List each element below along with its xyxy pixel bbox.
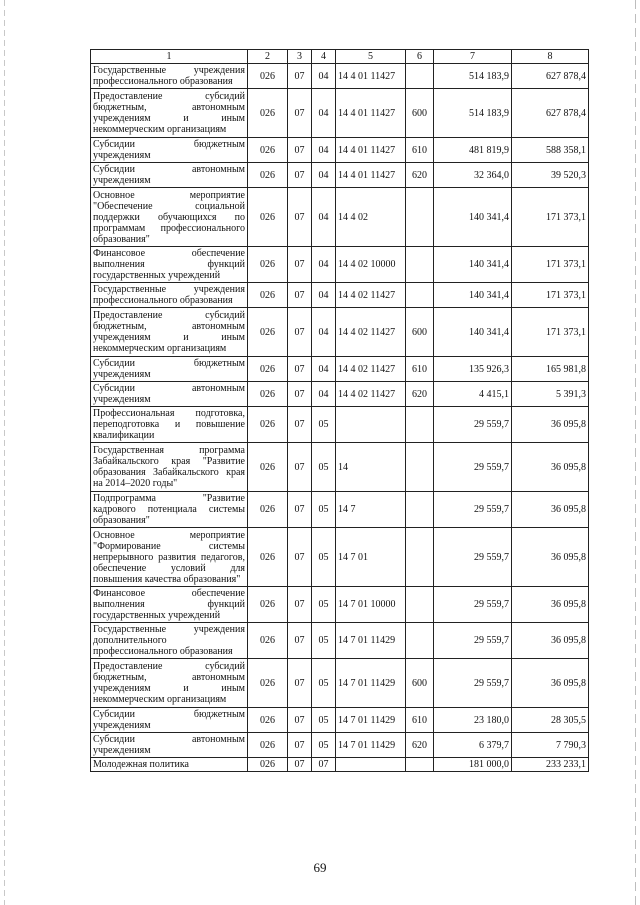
subsection-code: 04 (312, 283, 336, 308)
subsection-code: 04 (312, 163, 336, 188)
table-row (91, 89, 589, 138)
target-article: 14 7 01 11429 (336, 659, 406, 708)
row-description: Субсидии бюджетным учреждениям (91, 708, 248, 733)
amount-col7: 4 415,1 (434, 382, 512, 407)
amount-col8: 36 095,8 (512, 492, 589, 528)
admin-code: 026 (248, 587, 288, 623)
target-article: 14 4 02 (336, 188, 406, 247)
expense-type: 620 (406, 382, 434, 407)
admin-code: 026 (248, 733, 288, 758)
admin-code: 026 (248, 382, 288, 407)
section-code: 07 (288, 623, 312, 659)
table-row (91, 623, 589, 659)
row-description: Основное мероприятие "Обеспечение социальной поддержки обучающихся по программам профессионального образования" (91, 188, 248, 247)
section-code: 07 (288, 758, 312, 772)
target-article (336, 758, 406, 772)
expense-type (406, 528, 434, 587)
admin-code: 026 (248, 308, 288, 357)
amount-col8: 171 373,1 (512, 247, 589, 283)
amount-col7: 29 559,7 (434, 443, 512, 492)
expense-type: 610 (406, 357, 434, 382)
page-number: 69 (313, 860, 327, 875)
row-description: Предоставление субсидий бюджетным, автономным учреждениям и иным некоммерческим организациям (91, 308, 248, 357)
scan-edge-right (635, 0, 636, 905)
expense-type: 620 (406, 733, 434, 758)
expense-type: 600 (406, 89, 434, 138)
section-code: 07 (288, 733, 312, 758)
amount-col8: 171 373,1 (512, 188, 589, 247)
subsection-code: 04 (312, 382, 336, 407)
amount-col7: 23 180,0 (434, 708, 512, 733)
expense-type (406, 283, 434, 308)
amount-col8: 36 095,8 (512, 407, 589, 443)
subsection-code: 05 (312, 587, 336, 623)
section-code: 07 (288, 138, 312, 163)
section-code: 07 (288, 89, 312, 138)
amount-col8: 165 981,8 (512, 357, 589, 382)
subsection-code: 05 (312, 407, 336, 443)
amount-col7: 514 183,9 (434, 89, 512, 138)
table-row (91, 382, 589, 407)
amount-col8: 7 790,3 (512, 733, 589, 758)
amount-col7: 481 819,9 (434, 138, 512, 163)
expense-type: 600 (406, 659, 434, 708)
subsection-code: 07 (312, 758, 336, 772)
amount-col7: 29 559,7 (434, 407, 512, 443)
section-code: 07 (288, 283, 312, 308)
table-row (91, 247, 589, 283)
table-row (91, 188, 589, 247)
column-header: 4 (312, 50, 336, 64)
section-code: 07 (288, 528, 312, 587)
amount-col8: 588 358,1 (512, 138, 589, 163)
target-article: 14 4 02 11427 (336, 382, 406, 407)
amount-col8: 39 520,3 (512, 163, 589, 188)
admin-code: 026 (248, 659, 288, 708)
target-article: 14 7 01 10000 (336, 587, 406, 623)
amount-col7: 140 341,4 (434, 283, 512, 308)
admin-code: 026 (248, 357, 288, 382)
amount-col8: 36 095,8 (512, 528, 589, 587)
subsection-code: 05 (312, 733, 336, 758)
row-description: Основное мероприятие "Формирование системы непрерывного развития педагогов, обеспечение условий для повышения качества образования" (91, 528, 248, 587)
target-article: 14 4 01 11427 (336, 64, 406, 89)
row-description: Профессиональная подготовка, переподготовка и повышение квалификации (91, 407, 248, 443)
admin-code: 026 (248, 64, 288, 89)
row-description: Государственные учреждения профессионального образования (91, 64, 248, 89)
subsection-code: 04 (312, 89, 336, 138)
row-description: Предоставление субсидий бюджетным, автономным учреждениям и иным некоммерческим организациям (91, 659, 248, 708)
target-article: 14 4 01 11427 (336, 89, 406, 138)
amount-col7: 140 341,4 (434, 188, 512, 247)
expense-type (406, 64, 434, 89)
table-row (91, 708, 589, 733)
amount-col8: 36 095,8 (512, 587, 589, 623)
column-header: 3 (288, 50, 312, 64)
admin-code: 026 (248, 89, 288, 138)
amount-col8: 627 878,4 (512, 64, 589, 89)
table-row (91, 492, 589, 528)
subsection-code: 04 (312, 308, 336, 357)
subsection-code: 04 (312, 247, 336, 283)
table-row (91, 138, 589, 163)
subsection-code: 05 (312, 708, 336, 733)
table-row (91, 443, 589, 492)
section-code: 07 (288, 587, 312, 623)
target-article (336, 407, 406, 443)
row-description: Финансовое обеспечение выполнения функций государственных учреждений (91, 247, 248, 283)
target-article: 14 7 01 11429 (336, 708, 406, 733)
admin-code: 026 (248, 443, 288, 492)
expense-type: 610 (406, 138, 434, 163)
admin-code: 026 (248, 163, 288, 188)
table-row (91, 407, 589, 443)
section-code: 07 (288, 188, 312, 247)
table-row (91, 163, 589, 188)
table-row (91, 528, 589, 587)
subsection-code: 05 (312, 528, 336, 587)
table-row (91, 758, 589, 772)
section-code: 07 (288, 308, 312, 357)
subsection-code: 04 (312, 357, 336, 382)
subsection-code: 05 (312, 659, 336, 708)
amount-col8: 627 878,4 (512, 89, 589, 138)
expense-type: 620 (406, 163, 434, 188)
target-article: 14 4 01 11427 (336, 138, 406, 163)
column-header: 2 (248, 50, 288, 64)
amount-col8: 36 095,8 (512, 659, 589, 708)
target-article: 14 7 01 11429 (336, 623, 406, 659)
subsection-code: 05 (312, 443, 336, 492)
row-description: Субсидии автономным учреждениям (91, 382, 248, 407)
row-description: Финансовое обеспечение выполнения функций государственных учреждений (91, 587, 248, 623)
section-code: 07 (288, 407, 312, 443)
expense-type (406, 247, 434, 283)
amount-col8: 171 373,1 (512, 308, 589, 357)
amount-col7: 29 559,7 (434, 492, 512, 528)
row-description: Субсидии автономным учреждениям (91, 163, 248, 188)
admin-code: 026 (248, 188, 288, 247)
target-article: 14 4 02 11427 (336, 357, 406, 382)
table-row (91, 283, 589, 308)
table-row (91, 733, 589, 758)
row-description: Предоставление субсидий бюджетным, автономным учреждениям и иным некоммерческим организациям (91, 89, 248, 138)
admin-code: 026 (248, 492, 288, 528)
expense-type (406, 188, 434, 247)
section-code: 07 (288, 357, 312, 382)
scan-edge-left (4, 0, 5, 905)
admin-code: 026 (248, 407, 288, 443)
admin-code: 026 (248, 528, 288, 587)
amount-col7: 140 341,4 (434, 247, 512, 283)
section-code: 07 (288, 247, 312, 283)
amount-col7: 6 379,7 (434, 733, 512, 758)
target-article: 14 7 01 (336, 528, 406, 587)
amount-col7: 181 000,0 (434, 758, 512, 772)
table-row (91, 357, 589, 382)
section-code: 07 (288, 443, 312, 492)
table-row (91, 587, 589, 623)
amount-col7: 32 364,0 (434, 163, 512, 188)
table-row (91, 308, 589, 357)
table-header-row (91, 50, 589, 64)
expense-type (406, 587, 434, 623)
row-description: Молодежная политика (91, 758, 248, 772)
column-header: 1 (91, 50, 248, 64)
amount-col7: 140 341,4 (434, 308, 512, 357)
amount-col8: 233 233,1 (512, 758, 589, 772)
subsection-code: 05 (312, 492, 336, 528)
amount-col7: 135 926,3 (434, 357, 512, 382)
admin-code: 026 (248, 758, 288, 772)
row-description: Государственная программа Забайкальского края "Развитие образования Забайкальского края на 2014–2020 годы" (91, 443, 248, 492)
subsection-code: 05 (312, 623, 336, 659)
target-article: 14 4 01 11427 (336, 163, 406, 188)
section-code: 07 (288, 659, 312, 708)
amount-col8: 36 095,8 (512, 443, 589, 492)
subsection-code: 04 (312, 188, 336, 247)
admin-code: 026 (248, 623, 288, 659)
target-article: 14 4 02 10000 (336, 247, 406, 283)
amount-col8: 28 305,5 (512, 708, 589, 733)
column-header: 8 (512, 50, 589, 64)
table-row (91, 64, 589, 89)
expense-type (406, 407, 434, 443)
row-description: Субсидии бюджетным учреждениям (91, 138, 248, 163)
expense-type (406, 492, 434, 528)
section-code: 07 (288, 163, 312, 188)
amount-col8: 36 095,8 (512, 623, 589, 659)
amount-col8: 5 391,3 (512, 382, 589, 407)
target-article: 14 7 (336, 492, 406, 528)
budget-table (90, 49, 589, 772)
target-article: 14 7 01 11429 (336, 733, 406, 758)
row-description: Подпрограмма "Развитие кадрового потенциала системы образования" (91, 492, 248, 528)
subsection-code: 04 (312, 138, 336, 163)
expense-type (406, 623, 434, 659)
section-code: 07 (288, 382, 312, 407)
expense-type (406, 443, 434, 492)
admin-code: 026 (248, 138, 288, 163)
expense-type: 610 (406, 708, 434, 733)
row-description: Государственные учреждения профессионального образования (91, 283, 248, 308)
row-description: Государственные учреждения дополнительного профессионального образования (91, 623, 248, 659)
expense-type (406, 758, 434, 772)
column-header: 5 (336, 50, 406, 64)
section-code: 07 (288, 64, 312, 89)
section-code: 07 (288, 492, 312, 528)
expense-type: 600 (406, 308, 434, 357)
row-description: Субсидии автономным учреждениям (91, 733, 248, 758)
section-code: 07 (288, 708, 312, 733)
admin-code: 026 (248, 708, 288, 733)
amount-col7: 29 559,7 (434, 587, 512, 623)
column-header: 6 (406, 50, 434, 64)
admin-code: 026 (248, 283, 288, 308)
amount-col7: 514 183,9 (434, 64, 512, 89)
amount-col8: 171 373,1 (512, 283, 589, 308)
target-article: 14 4 02 11427 (336, 308, 406, 357)
target-article: 14 (336, 443, 406, 492)
admin-code: 026 (248, 247, 288, 283)
amount-col7: 29 559,7 (434, 528, 512, 587)
target-article: 14 4 02 11427 (336, 283, 406, 308)
amount-col7: 29 559,7 (434, 659, 512, 708)
subsection-code: 04 (312, 64, 336, 89)
table-row (91, 659, 589, 708)
amount-col7: 29 559,7 (434, 623, 512, 659)
column-header: 7 (434, 50, 512, 64)
row-description: Субсидии бюджетным учреждениям (91, 357, 248, 382)
